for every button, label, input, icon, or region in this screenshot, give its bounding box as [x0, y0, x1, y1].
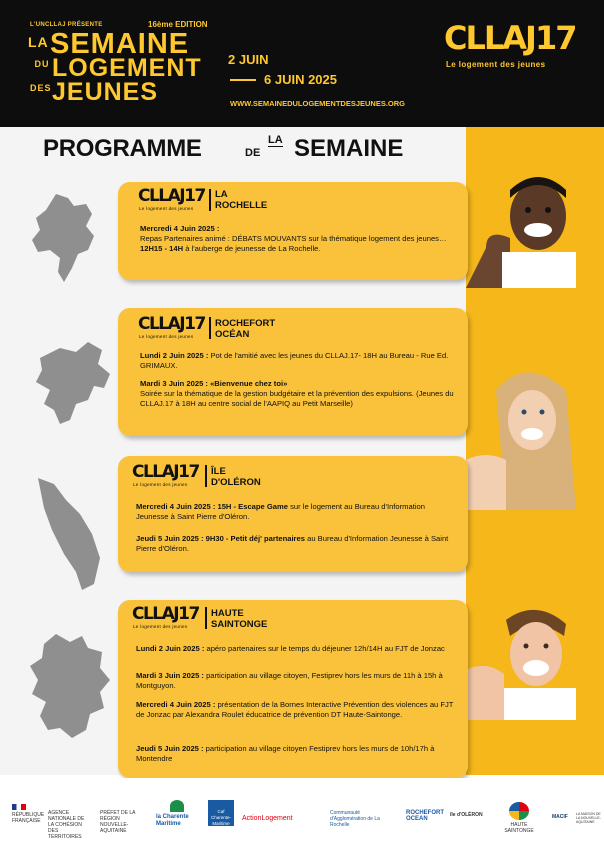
event-title: 9H30 - Petit déj' partenaires [205, 534, 305, 543]
event-date: Mercredi 4 Juin 2025 : [140, 224, 220, 233]
card-place-line1: HAUTE [211, 608, 244, 619]
program-title-semaine: SEMAINE [294, 135, 404, 162]
logo-text: la Charente Maritime [156, 814, 189, 827]
logo-ile-oleron: île d'OLÉRON [450, 812, 483, 818]
event-item [140, 351, 458, 371]
event-item [140, 379, 458, 409]
logo-maison-nouvelle-aquitaine: LA MAISON DE LA NOUVELLE-AQUITAINE [576, 812, 601, 824]
card-logo-divider [205, 465, 207, 487]
header-edition: 16ème EDITION [148, 20, 208, 29]
title-du: DU [34, 59, 50, 69]
event-date: Jeudi 5 Juin 2025 : [136, 744, 204, 753]
program-title-la: LA [268, 134, 283, 146]
event-item [140, 224, 458, 254]
event-after: à l'auberge de jeunesse de La Rochelle. [185, 244, 321, 253]
card-logo-divider [209, 317, 211, 339]
event-date: Mardi 3 Juin 2025 : [140, 379, 208, 388]
logo-caf: Caf Charente-Maritime [208, 800, 234, 826]
card-logo-tagline: Le logement des jeunes [133, 482, 188, 487]
event-item [136, 671, 458, 691]
date-separator [230, 79, 256, 81]
card-logo-tagline: Le logement des jeunes [139, 206, 194, 211]
young-man-photo [466, 168, 576, 288]
logo-agglo-la-rochelle: Communauté d'Agglomération de La Rochelle [330, 810, 380, 828]
header-presents: L'UNCLLAJ PRÉSENTE [30, 22, 103, 28]
date-start: 2 JUIN [228, 52, 269, 67]
event-date: Jeudi 5 Juin 2025 : [136, 534, 204, 543]
logo-rochefort-ocean: ROCHEFORT OCEAN [406, 810, 444, 822]
map-ile-oleron-icon [34, 474, 106, 594]
event-date: Mercredi 4 Juin 2025 : [136, 502, 216, 511]
logo-text: HAUTE SAINTONGE [504, 822, 534, 834]
title-la: LA [28, 34, 49, 50]
logo-prefet-region: PRÉFET DE LA RÉGION NOUVELLE-AQUITAINE [100, 810, 136, 834]
title-des: DES [30, 83, 52, 93]
card-logo-divider [209, 189, 211, 211]
logo-haute-saintonge [500, 802, 538, 834]
title-jeunes: JEUNES [52, 78, 159, 106]
card-logo-tagline: Le logement des jeunes [139, 334, 194, 339]
card-place-line2: SAINTONGE [211, 619, 268, 630]
event-date: Lundi 2 Juin 2025 : [140, 351, 209, 360]
event-text: au Bureau d'Information Jeunesse à Saint Pierre d'Oléron. [136, 534, 449, 553]
card-logo: CLLAJ17 [132, 604, 199, 624]
card-logo-divider [205, 607, 207, 629]
logo-republique-francaise [12, 804, 46, 824]
map-la-rochelle-icon [28, 192, 100, 284]
event-item [136, 744, 458, 764]
event-item [136, 644, 458, 654]
event-text: participation au village citoyen Festiprev hors les murs de 10h/17h à Montendre [136, 744, 435, 763]
card-place-line2: D'OLÉRON [211, 477, 261, 488]
event-item [136, 502, 458, 522]
map-haute-saintonge-icon [26, 630, 112, 742]
card-place-line2: OCÉAN [215, 329, 250, 340]
young-woman-photo [466, 360, 586, 510]
program-title-de: DE [245, 147, 261, 159]
date-end: 6 JUIN 2025 [264, 72, 337, 87]
card-logo-tagline: Le logement des jeunes [133, 624, 188, 629]
event-time: 12H15 - 14H [140, 244, 184, 253]
website-link[interactable]: WWW.SEMAINEDULOGEMENTDESJEUNES.ORG [230, 99, 406, 108]
logo-action-logement: ActionLogement [242, 815, 293, 822]
event-text: Repas Partenaires animé : DÉBATS MOUVANTS sur la thématique logement des jeunes… [140, 234, 447, 243]
card-logo: CLLAJ17 [138, 186, 205, 206]
event-date: Mercredi 4 Juin 2025 : [136, 700, 216, 709]
title-semaine: SEMAINE [50, 28, 190, 60]
card-place-line1: LA [215, 189, 228, 200]
card-place-line2: ROCHELLE [215, 200, 268, 211]
event-text: Pot de l'amitié avec les jeunes du CLLAJ.17- 18H au Bureau - Rue Ed. GRIMAUX. [140, 351, 449, 370]
event-date: Mardi 3 Juin 2025 : [136, 671, 204, 680]
event-title: «Bienvenue chez toi» [210, 379, 288, 388]
event-text: Soirée sur la thématique de la gestion budgétaire et la prévention des expulsions. (Jeunes du CLLAJ.17 à 18H au centre social de l'AAPIQ au Petit Marseille) [140, 389, 454, 408]
event-text: sur le logement au Bureau d'Information Jeunesse à Saint Pierre d'Oléron. [136, 502, 425, 521]
card-rochefort-ocean [118, 308, 468, 436]
emblem-icon [509, 802, 529, 820]
event-text: présentation de la Bornes Interactive Prévention des violences au FJT de Jonzac par Alexandra Roulet éducatrice de prévention DT Haute-Saintonge. [136, 700, 454, 719]
logo-anct: AGENCE NATIONALE DE LA COHÉSION DES TERRITOIRES [48, 810, 85, 840]
event-date: Lundi 2 Juin 2025 : [136, 644, 205, 653]
card-logo: CLLAJ17 [138, 314, 205, 334]
sail-icon [170, 800, 184, 812]
card-la-rochelle [118, 182, 468, 280]
event-title: 15H - Escape Game [217, 502, 288, 511]
event-item [136, 700, 458, 720]
brand-logo: CLLAJ17 [444, 19, 576, 57]
young-boy-photo [466, 600, 576, 720]
card-place-line1: ROCHEFORT [215, 318, 276, 329]
card-ile-oleron [118, 456, 468, 572]
card-place-line1: ÎLE [211, 466, 226, 477]
map-rochefort-ocean-icon [30, 338, 114, 428]
event-text: apéro partenaires sur le temps du déjeuner 12h/14H au FJT de Jonzac [206, 644, 445, 653]
card-logo: CLLAJ17 [132, 462, 199, 482]
flag-icon [12, 804, 26, 810]
logo-macif: MACIF [552, 814, 568, 820]
title-logement: LOGEMENT [52, 54, 202, 82]
event-text: participation au village citoyen, Festiprev hors les murs de 11h à 15h à Montguyon. [136, 671, 443, 690]
logo-text: RÉPUBLIQUE FRANÇAISE [12, 812, 45, 824]
event-item [136, 534, 458, 554]
brand-tagline: Le logement des jeunes [446, 60, 546, 69]
program-title-programme: PROGRAMME [43, 135, 202, 162]
partner-logos-footer [0, 778, 604, 845]
card-haute-saintonge [118, 600, 468, 778]
header-banner [0, 0, 604, 127]
logo-charente-maritime [156, 800, 198, 828]
